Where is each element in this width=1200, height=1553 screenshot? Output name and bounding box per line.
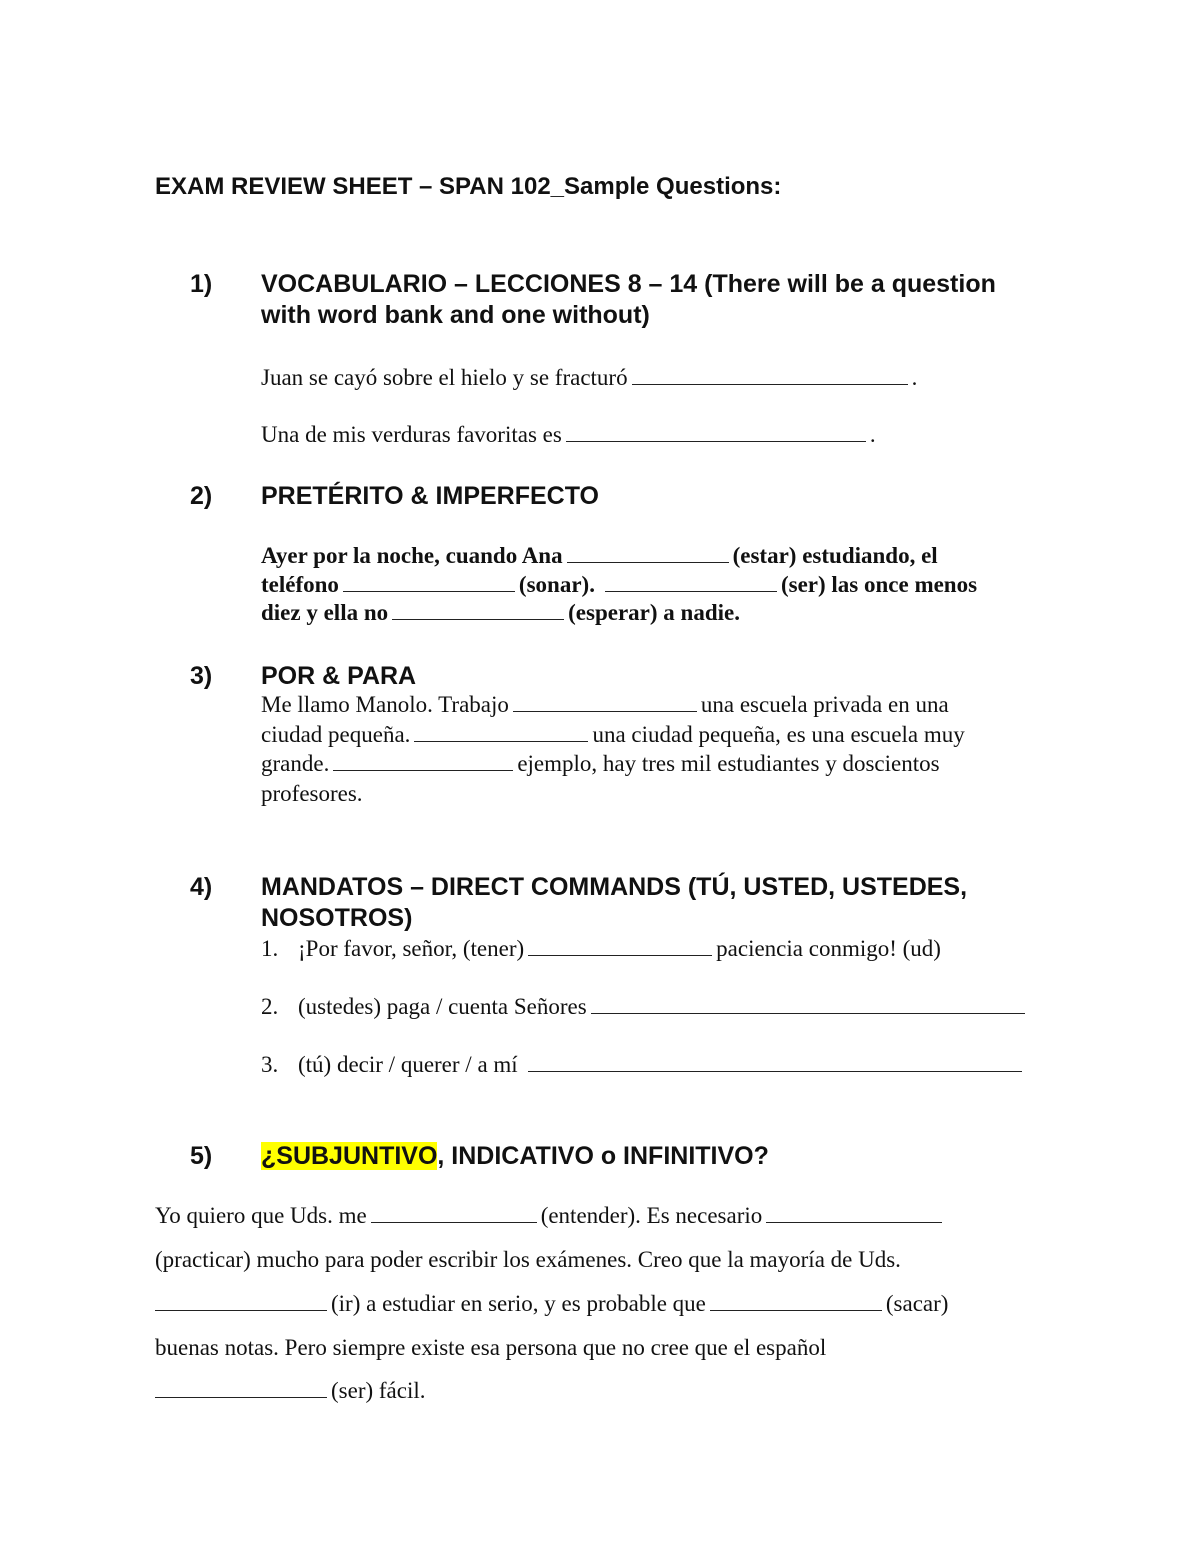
section-3-number: 3) (190, 662, 213, 690)
answer-blank (343, 590, 515, 592)
answer-blank (528, 1070, 1022, 1072)
section-2-line-1 (261, 543, 938, 569)
text: (entender). Es necesario (540, 1203, 763, 1228)
section-3-line-2 (261, 722, 965, 748)
section-2-number: 2) (190, 482, 213, 510)
text: Yo quiero que Uds. me (155, 1203, 367, 1228)
command-item-2 (261, 994, 1029, 1020)
section-3-heading: POR & PARA (261, 662, 417, 690)
text: (ir) a estudiar en serio, y es probable que (331, 1291, 706, 1316)
question-text: Una de mis verduras favoritas es (261, 422, 562, 447)
text: (ser) fácil. (331, 1378, 426, 1403)
section-1-heading-line-1: VOCABULARIO – LECCIONES 8 – 14 (There will be a question (261, 270, 996, 298)
text: grande. (261, 751, 330, 776)
text: ciudad pequeña. (261, 722, 411, 747)
answer-blank (632, 383, 908, 385)
section-2-line-2 (261, 572, 977, 598)
command-item-1 (261, 936, 941, 962)
section-1-number: 1) (190, 270, 213, 298)
question-1-2 (261, 422, 876, 448)
page-title: EXAM REVIEW SHEET – SPAN 102_Sample Questions: (155, 173, 782, 200)
text: ejemplo, hay tres mil estudiantes y doscientos (517, 751, 940, 776)
answer-blank (333, 769, 513, 771)
highlighted-heading-text: ¿SUBJUNTIVO (261, 1142, 438, 1170)
text: paciencia conmigo! (ud) (716, 936, 941, 961)
answer-blank (371, 1221, 537, 1223)
text: (sonar). (518, 572, 595, 597)
section-2-line-3 (261, 600, 740, 626)
section-5-line-4: buenas notas. Pero siempre existe esa persona que no cree que el español (155, 1335, 827, 1360)
item-number: 2. (261, 994, 279, 1019)
answer-blank (513, 710, 697, 712)
answer-blank (528, 954, 712, 956)
command-item-3 (261, 1052, 1026, 1078)
section-5-line-1 (155, 1203, 946, 1229)
period: . (869, 422, 876, 447)
text: ¡Por favor, señor, (tener) (298, 936, 525, 961)
answer-blank (155, 1396, 327, 1398)
text: Ayer por la noche, cuando Ana (261, 543, 563, 568)
question-text: Juan se cayó sobre el hielo y se fracturó (261, 365, 628, 390)
text: una ciudad pequeña, es una escuela muy (592, 722, 965, 747)
answer-blank (155, 1309, 327, 1311)
answer-blank (591, 1012, 1025, 1014)
section-4-heading-line-2: NOSOTROS) (261, 904, 413, 932)
section-3-line-3 (261, 751, 940, 777)
text: (esperar) a nadie. (568, 600, 740, 625)
section-2-heading: PRETÉRITO & IMPERFECTO (261, 482, 600, 510)
answer-blank (414, 740, 588, 742)
text: (ser) las once menos (780, 572, 978, 597)
section-4-number: 4) (190, 873, 213, 901)
section-5-heading (261, 1142, 769, 1171)
section-3-line-4: profesores. (261, 781, 363, 806)
text: (ustedes) paga / cuenta Señores (298, 994, 587, 1019)
text: (sacar) (885, 1291, 949, 1316)
text: una escuela privada en una (700, 692, 949, 717)
answer-blank (567, 561, 729, 563)
item-number: 1. (261, 936, 279, 961)
section-5-line-2: (practicar) mucho para poder escribir los exámenes. Creo que la mayoría de Uds. (155, 1247, 901, 1272)
section-3-line-1 (261, 692, 949, 718)
answer-blank (710, 1309, 882, 1311)
item-number: 3. (261, 1052, 279, 1077)
section-4-heading-line-1: MANDATOS – DIRECT COMMANDS (TÚ, USTED, USTEDES, (261, 873, 968, 901)
text: teléfono (261, 572, 339, 597)
period: . (911, 365, 918, 390)
answer-blank (392, 618, 564, 620)
text: diez y ella no (261, 600, 389, 625)
heading-text: , INDICATIVO o INFINITIVO? (437, 1142, 769, 1170)
answer-blank (766, 1221, 942, 1223)
text: (estar) estudiando, el (732, 543, 938, 568)
section-5-line-5 (155, 1378, 426, 1404)
answer-blank (605, 590, 777, 592)
section-5-number: 5) (190, 1142, 213, 1170)
text: Me llamo Manolo. Trabajo (261, 692, 509, 717)
section-5-line-3 (155, 1291, 948, 1317)
text: (tú) decir / querer / a mí (298, 1052, 518, 1077)
section-1-heading-line-2: with word bank and one without) (261, 301, 650, 329)
question-1-1 (261, 365, 917, 391)
answer-blank (566, 440, 866, 442)
